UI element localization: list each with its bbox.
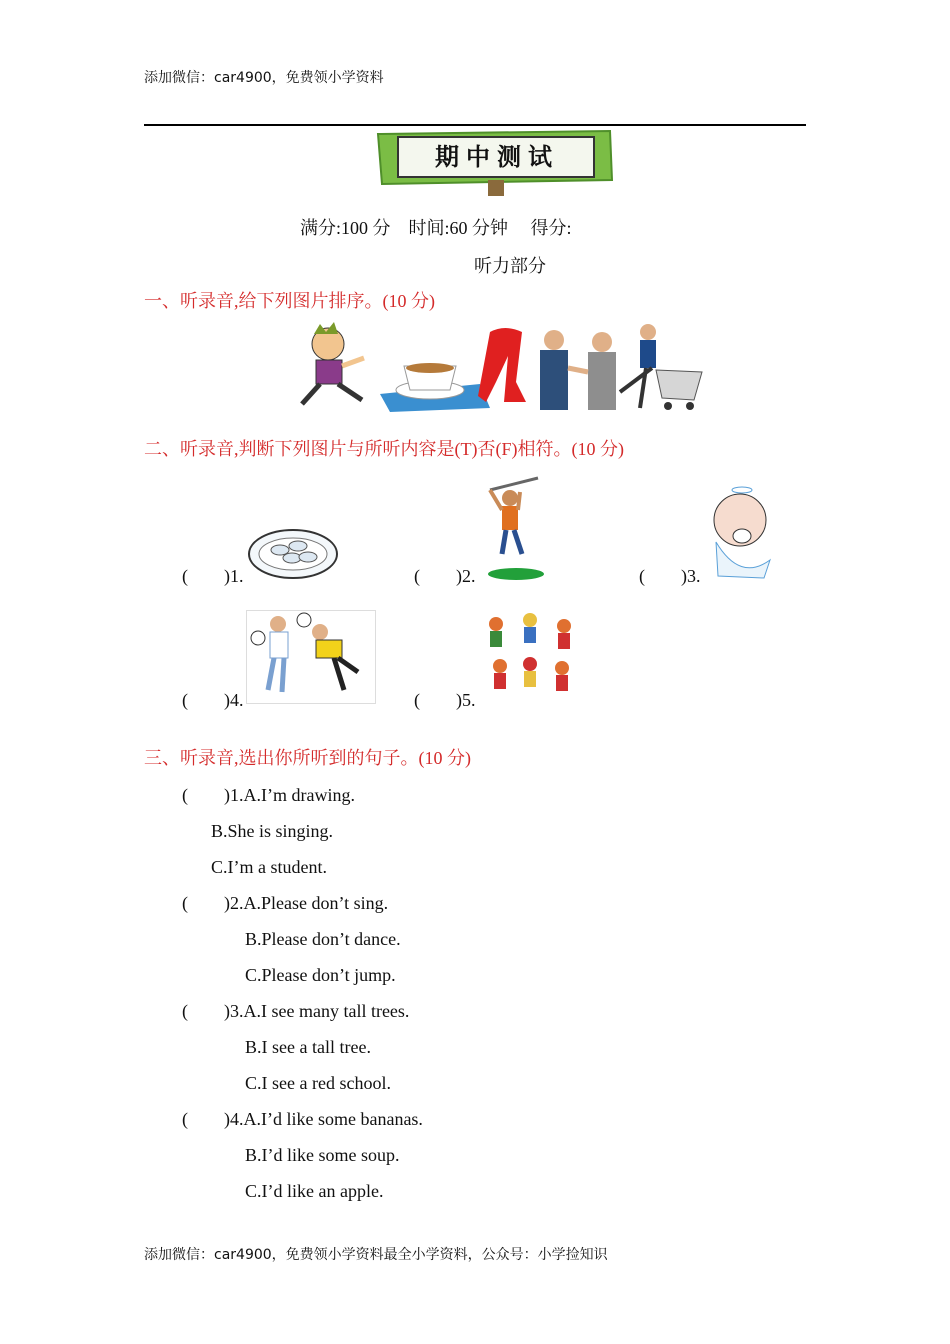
q4-stem[interactable]: ( )4.A.I’d like some bananas. — [182, 1109, 423, 1129]
tf-item-3[interactable]: ( )3. — [639, 566, 701, 586]
section-1-pictures — [290, 322, 710, 414]
q4-option-c[interactable]: C.I’d like an apple. — [245, 1181, 384, 1201]
q2-option-c[interactable]: C.Please don’t jump. — [245, 965, 396, 985]
football-players-picture — [246, 610, 376, 704]
kids-playing-picture — [480, 608, 578, 704]
q3-option-c[interactable]: C.I see a red school. — [245, 1073, 391, 1093]
tf-item-1[interactable]: ( )1. — [182, 566, 244, 586]
tea-cup-picture — [380, 363, 490, 412]
dumplings-picture — [246, 524, 340, 582]
header-note: 添加微信：car4900，免费领小学资料 — [144, 70, 384, 86]
q4-option-b[interactable]: B.I’d like some soup. — [245, 1145, 400, 1165]
tf-item-5[interactable]: ( )5. — [414, 690, 476, 710]
full-score: 满分:100 分 — [300, 218, 391, 238]
q3-stem[interactable]: ( )3.A.I see many tall trees. — [182, 1001, 410, 1021]
score-got: 得分: — [530, 218, 572, 238]
red-scarf-picture — [478, 328, 526, 402]
q2-option-b[interactable]: B.Please don’t dance. — [245, 929, 401, 949]
tf-item-4[interactable]: ( )4. — [182, 690, 244, 710]
time-limit: 时间:60 分钟 — [408, 218, 509, 238]
q2-stem[interactable]: ( )2.A.Please don’t sing. — [182, 893, 389, 913]
shopping-cart-picture — [620, 324, 702, 410]
exam-meta — [300, 216, 650, 240]
q1-stem[interactable]: ( )1.A.I’m drawing. — [182, 785, 355, 805]
crying-baby-picture — [704, 486, 776, 582]
running-boy-picture — [302, 322, 364, 404]
section-2-title: 二、听录音,判断下列图片与所听内容是(T)否(F)相符。(10 分) — [144, 439, 624, 459]
section-1-title: 一、听录音,给下列图片排序。(10 分) — [144, 291, 435, 311]
q3-option-b[interactable]: B.I see a tall tree. — [245, 1037, 371, 1057]
page-title: 期中测试 — [435, 143, 559, 171]
handshake-picture — [540, 330, 616, 410]
section-part-title: 听力部分 — [474, 256, 546, 276]
footer-note: 添加微信：car4900，免费领小学资料最全小学资料，公众号：小学捡知识 — [144, 1247, 608, 1263]
header-rule — [144, 124, 806, 126]
q1-option-c[interactable]: C.I’m a student. — [211, 857, 327, 877]
section-3-title: 三、听录音,选出你所听到的句子。(10 分) — [144, 748, 471, 768]
golfer-picture — [476, 470, 544, 582]
tf-item-2[interactable]: ( )2. — [414, 566, 476, 586]
q1-option-b[interactable]: B.She is singing. — [211, 821, 334, 841]
